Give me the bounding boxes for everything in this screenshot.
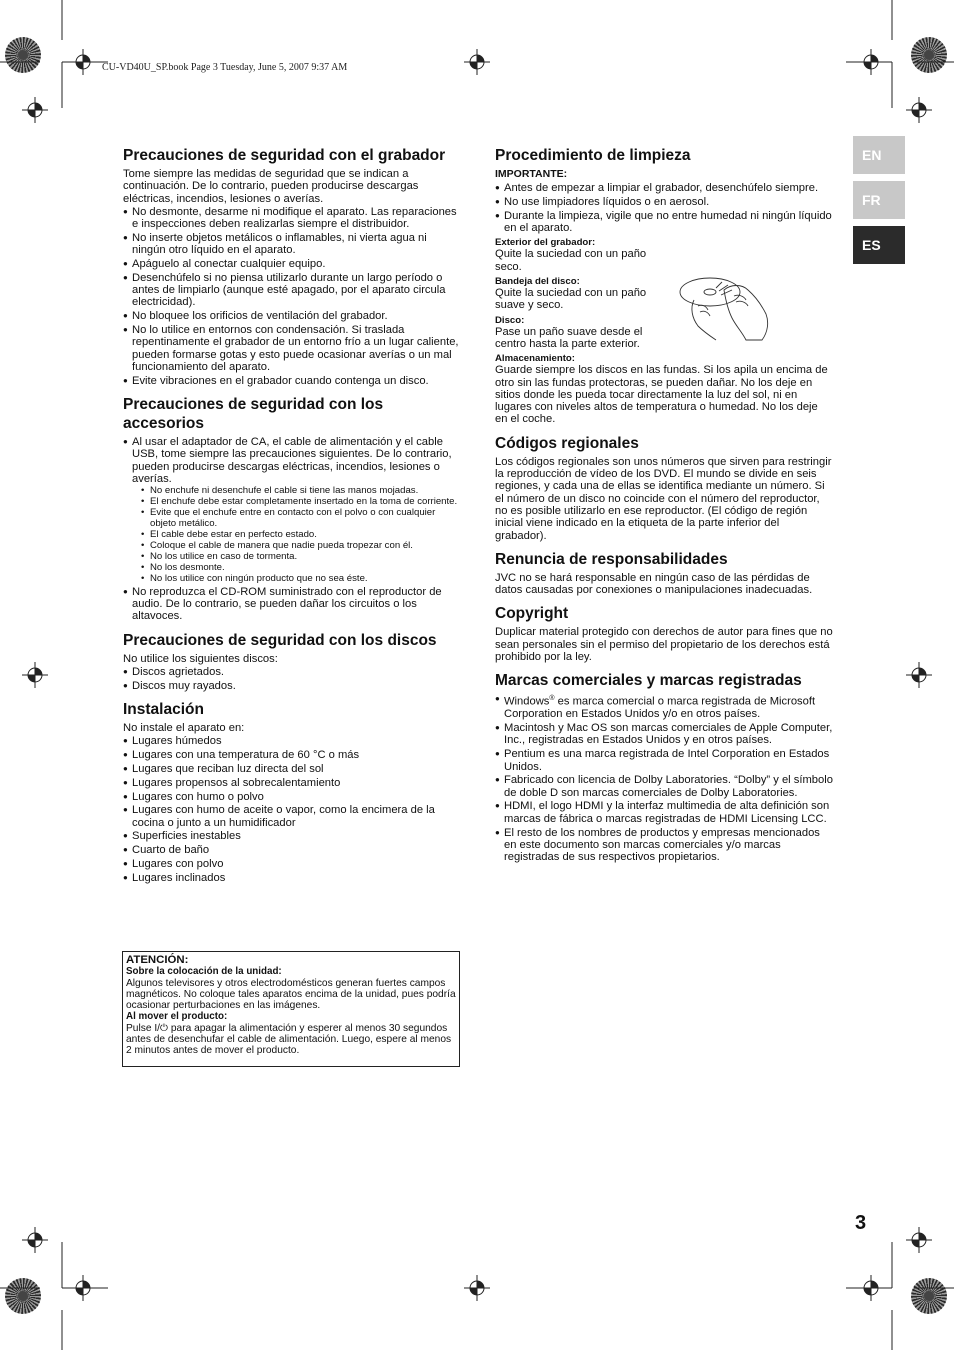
list-item: ● No use limpiadores líquidos o en aerosol. — [495, 196, 833, 208]
tray-text: Quite la suciedad con un paño suave y seco. — [495, 287, 647, 312]
windows-trademark-text: es marca comercial o marca registrada de Microsoft Corporation en Estados Unidos y/o en otros países. — [504, 696, 816, 721]
tray-label: Bandeja del disco: — [495, 276, 580, 288]
list-item: ● Discos agrietados. — [123, 666, 459, 678]
list-item: ● HDMI, el logo HDMI y la interfaz multimedia de alta definición son marcas de fábrica o marcas registradas de HDMI Licensing LCC. — [495, 800, 833, 825]
list-item: ● Lugares con polvo — [123, 858, 459, 870]
tab-es-label: ES — [862, 237, 881, 253]
disc-safety-intro: No utilice los siguientes discos: — [123, 652, 278, 665]
caution-subtitle-placement: Sobre la colocación de la unidad: — [126, 966, 282, 978]
cleaning-list — [495, 182, 833, 234]
section-title-cleaning: Procedimiento de limpieza — [495, 147, 691, 164]
disc-text: Pase un paño suave desde el centro hasta la parte exterior. — [495, 325, 643, 350]
list-item: ● Discos muy rayados. — [123, 680, 459, 692]
disc-safety-list — [123, 666, 459, 692]
list-item: ● Durante la limpieza, vigile que no entre humedad ni ningún líquido en el aparato. — [495, 210, 833, 235]
left-column — [123, 146, 459, 886]
registered-mark: ® — [549, 695, 555, 703]
list-item: ● No desmonte, desarme ni modifique el aparato. Las reparaciones e inspecciones deben realizarlas siempre el distribuidor. — [123, 206, 459, 231]
tab-fr-label: FR — [862, 192, 881, 208]
section-title-disc-safety: Precauciones de seguridad con los discos — [123, 631, 437, 649]
caution-notice-box — [122, 951, 460, 1067]
sublist-item: • No los utilice en caso de tormenta. — [141, 551, 459, 562]
list-item: ● Lugares húmedos — [123, 735, 459, 747]
copyright-text: Duplicar material protegido con derechos de autor para fines que no sean personales sin el permiso del propietario de los derechos está prohibido por la ley. — [495, 626, 833, 664]
sublist-item: • No los utilice con ningún producto que no sea éste. — [141, 573, 459, 584]
disclaimer-text: JVC no se hará responsable en ningún caso de las pérdidas de datos causadas por conexiones o manipulaciones inadecuadas. — [495, 571, 813, 597]
accessories-safety-list — [123, 436, 459, 623]
list-item: ● Desenchúfelo si no piensa utilizarlo durante un largo período o antes de limpiarlo (aunque esté apagado, por el aparato circula electricidad). — [123, 272, 459, 309]
list-item: ● El resto de los nombres de productos y empresas mencionados en este documento son marcas comerciales y/o marcas registradas de sus respectivos propietarios. — [495, 827, 833, 864]
exterior-text: Quite la suciedad con un paño seco. — [495, 248, 647, 273]
list-item: ● Lugares inclinados — [123, 872, 459, 884]
list-item: ● Antes de empezar a limpiar el grabador, desenchúfelo siempre. — [495, 182, 833, 194]
right-column — [495, 146, 833, 865]
sublist-item: • El cable debe estar en perfecto estado. — [141, 529, 459, 540]
sublist-item: • No enchufe ni desenchufe el cable si tiene las manos mojadas. — [141, 485, 459, 496]
region-codes-text: Los códigos regionales son unos números que sirven para restringir la reproducción de vídeo de los DVD. El mundo se divide en seis regiones, y cada una de ellas se identifica mediante un número. Si el número de un disco no coincide con el número del reproductor, no es posible utilizarlo en ese reproductor. (El código de región inicial viene indicado en la etiqueta de la parte inferior del grabador). — [495, 455, 832, 542]
recorder-safety-intro: Tome siempre las medidas de seguridad que se indican a continuación. De lo contrario, pueden producirse descargas eléctricas, incendios, lesiones o averías. — [123, 168, 419, 205]
list-item: ● Lugares con humo o polvo — [123, 791, 459, 803]
section-title-accessories-safety: Precauciones de seguridad con los accesorios — [123, 396, 384, 433]
list-item: ● Fabricado con licencia de Dolby Laboratories. “Dolby” y el símbolo de doble D son marcas comerciales de Dolby Laboratories. — [495, 774, 833, 799]
section-title-region-codes: Códigos regionales — [495, 434, 639, 452]
list-item — [495, 693, 833, 720]
tab-en[interactable] — [853, 136, 905, 174]
disc-label: Disco: — [495, 314, 525, 326]
recorder-safety-list — [123, 206, 459, 387]
list-item: ● Apáguelo al conectar cualquier equipo. — [123, 258, 459, 270]
section-title-trademarks: Marcas comerciales y marcas registradas — [495, 672, 802, 690]
list-item — [123, 436, 459, 584]
list-item: ● Macintosh y Mac OS son marcas comerciales de Apple Computer, Inc., registradas en Estados Unidos y en otros países. — [495, 722, 833, 747]
accessories-item-text: Al usar el adaptador de CA, el cable de alimentación y el cable USB, tome siempre las precauciones siguientes. De lo contrario, pueden producirse descargas eléctricas, incendios, lesiones o averías. — [132, 436, 452, 485]
caution-text-placement: Algunos televisores y otros electrodomésticos generan fuertes campos magnéticos. No coloque tales aparatos encima de la unidad, pues podría ocasionar perturbaciones en las imágenes. — [126, 977, 456, 1012]
list-item: ● Cuarto de baño — [123, 844, 459, 856]
list-item: ● Lugares con una temperatura de 60 °C o más — [123, 749, 459, 761]
list-item: ● Evite vibraciones en el grabador cuando contenga un disco. — [123, 375, 459, 387]
disc-cleaning-illustration — [676, 270, 776, 348]
section-title-installation: Instalación — [123, 701, 204, 719]
page-number: 3 — [855, 1212, 867, 1234]
storage-text: Guarde siempre los discos en las fundas. Si los apila un encima de otro sin las fundas protectoras, se pueden dañar. No los deje en sitios donde les pueda tocar directamente la luz del sol, ni en lugares con niveles altos de temperatura o humedad. No los deje en el coche. — [495, 364, 828, 426]
list-item: ● No reproduzca el CD-ROM suministrado con el reproductor de audio. De lo contrario, se pueden dañar los circuitos o los altavoces. — [123, 586, 459, 623]
section-title-recorder-safety: Precauciones de seguridad con el grabador — [123, 147, 446, 164]
caution-title: ATENCIÓN: — [126, 954, 189, 966]
section-title-copyright: Copyright — [495, 605, 569, 623]
list-item: ● Superficies inestables — [123, 830, 459, 842]
list-item: ● Lugares con humo de aceite o vapor, como la encimera de la cocina o junto a un humidificador — [123, 804, 459, 829]
sublist-item: • Coloque el cable de manera que nadie pueda tropezar con él. — [141, 540, 459, 551]
installation-list — [123, 735, 459, 884]
list-item: ● No lo utilice en entornos con condensación. Si traslada repentinamente el grabador de un entorno frío a un lugar caliente, pueden formarse gotas y esto puede ocasionar averías o un mal funcionamiento del aparato. — [123, 324, 459, 373]
list-item: ● No inserte objetos metálicos o inflamables, ni vierta agua ni ningún otro líquido en el aparato. — [123, 232, 459, 257]
list-item: ● Pentium es una marca registrada de Intel Corporation en Estados Unidos. — [495, 748, 833, 773]
exterior-label: Exterior del grabador: — [495, 237, 596, 249]
installation-intro: No instale el aparato en: — [123, 722, 245, 735]
sublist-item: • El enchufe debe estar completamente insertado en la toma de corriente. — [141, 496, 459, 507]
list-item: ● No bloquee los orificios de ventilación del grabador. — [123, 310, 459, 322]
sublist-item: • Evite que el enchufe entre en contacto con el polvo o con cualquier objeto metálico. — [141, 507, 459, 529]
tab-fr[interactable] — [853, 181, 905, 219]
print-header: CU-VD40U_SP.book Page 3 Tuesday, June 5, 2007 9:37 AM — [102, 62, 348, 73]
windows-name: Windows — [504, 696, 550, 709]
list-item: ● Lugares propensos al sobrecalentamiento — [123, 777, 459, 789]
section-title-disclaimer: Renuncia de responsabilidades — [495, 550, 728, 568]
tab-en-label: EN — [862, 147, 882, 163]
accessories-sublist — [132, 485, 459, 584]
caution-text-moving: Pulse I/⏻ para apagar la alimentación y esperer al menos 30 segundos antes de desenchufar el cable de alimentación. Luego, espere al menos 2 minutos antes de mover el producto. — [126, 1022, 452, 1057]
list-item: ● Lugares que reciban luz directa del sol — [123, 763, 459, 775]
sublist-item: • No los desmonte. — [141, 562, 459, 573]
storage-label: Almacenamiento: — [495, 353, 575, 365]
tab-es[interactable] — [853, 226, 905, 264]
important-label: IMPORTANTE: — [495, 168, 568, 180]
caution-subtitle-moving: Al mover el producto: — [126, 1011, 228, 1023]
trademarks-list — [495, 693, 833, 863]
